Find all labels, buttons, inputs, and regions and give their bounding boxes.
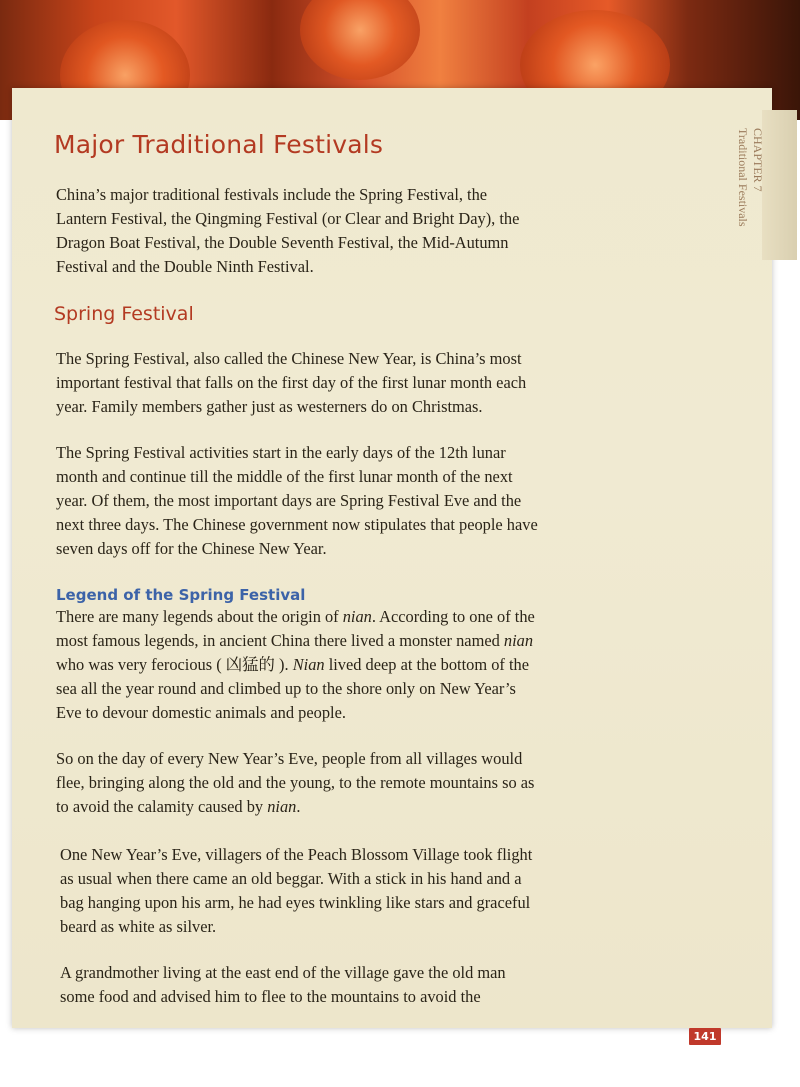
legend-paragraph-2: So on the day of every New Year’s Eve, people from all villages would flee, bringing along the old and the young, to the remote mountains so as to avoid the calamity caused by nian. [56,749,535,816]
lantern-image [300,0,420,80]
section-paragraph-2: The Spring Festival activities start in the early days of the 12th lunar month and continue till the middle of the first lunar month of the next year. Of them, the most important days are Spring Festival Eve and the next three days. The Chinese government now stipulates that people have seven days off for the Chinese New Year. [56,443,538,558]
section-paragraph-1: The Spring Festival, also called the Chinese New Year, is China’s most important festival that falls on the first day of the first lunar month each year. Family members gather just as westerners do on Christmas. [56,349,527,416]
subsection-title: Legend of the Spring Festival [56,586,306,604]
intro-paragraph: China’s major traditional festivals include the Spring Festival, the Lantern Festival, the Qingming Festival (or Clear and Bright Day), the Dragon Boat Festival, the Double Seventh Festival, the Mid-Autumn Festival and the Double Ninth Festival. [56,185,520,276]
page-title: Major Traditional Festivals [54,130,384,159]
legend-paragraph-4: A grandmother living at the east end of the village gave the old man some food and advised him to flee to the mountains to avoid the [60,963,506,1006]
legend-paragraph-1: There are many legends about the origin of nian. According to one of the most famous legends, in ancient China there lived a monster named nian who was very ferocious ( 凶猛的 ). Nian lived deep at the bottom of the sea all the year round and climbed up to the shore only on New Year’s Eve to devour domestic animals and people. [56,607,535,722]
page-number: 141 [689,1028,721,1045]
section-title: Spring Festival [54,303,194,325]
chapter-number: CHAPTER 7 [751,128,765,192]
legend-paragraph-3: One New Year’s Eve, villagers of the Peach Blossom Village took flight as usual when there came an old beggar. With a stick in his hand and a bag hanging upon his arm, he had eyes twinkling like stars and graceful beard as white as silver. [60,845,533,936]
chapter-side-label [735,128,769,258]
chapter-subtitle: Traditional Festivals [736,128,750,227]
